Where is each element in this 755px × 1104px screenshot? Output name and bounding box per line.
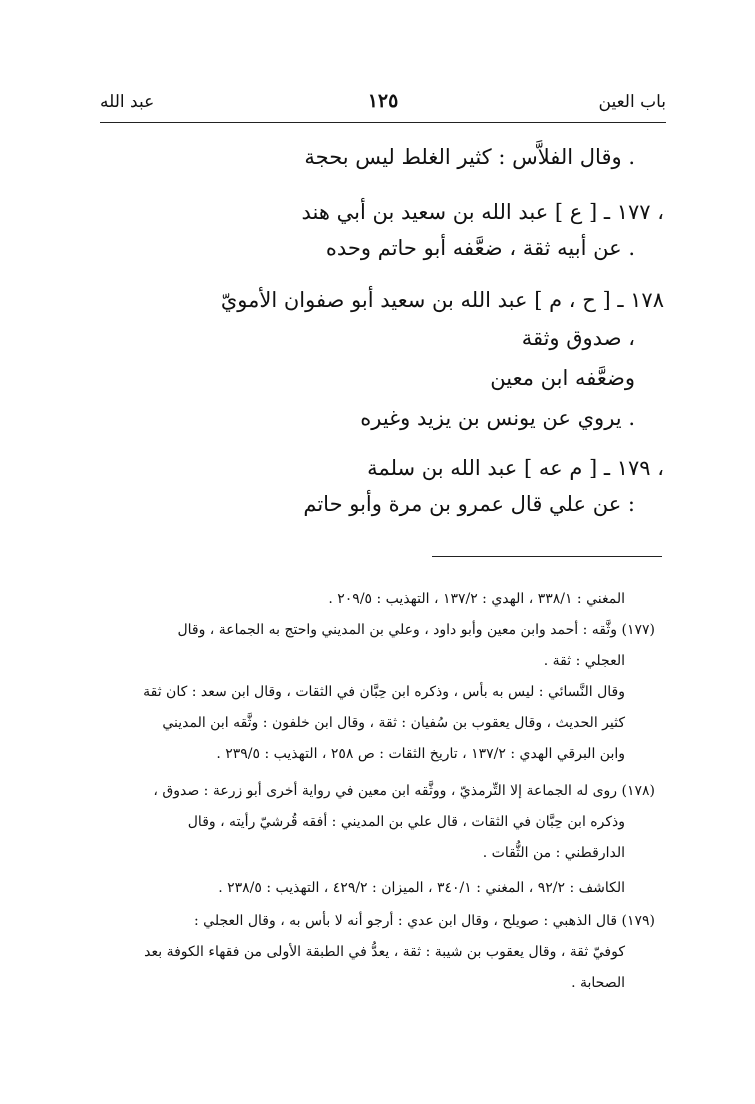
footnote-line: وذكره ابن حِبَّان في الثقات ، قال علي بن المديني : أفقه قُرشيّ رأيته ، وقال [187, 814, 625, 830]
page-number: ١٢٥ [367, 90, 399, 112]
main-text-line: صدوق وثقة ، [521, 326, 635, 350]
footnote-line: المغني : ٣٣٨/١ ، الهدي : ١٣٧/٢ ، التهذيب : ٢٠٩/٥ . [328, 591, 625, 607]
footnote-line: الكاشف : ٩٢/٢ ، المغني : ٣٤٠/١ ، الميزان : ٤٢٩/٢ ، التهذيب : ٢٣٨/٥ . [218, 880, 625, 896]
footnote-line: (١٧٧) وثَّقه : أحمد وابن معين وأبو داود ، وعلي بن المديني واحتج به الجماعة ، وقال [177, 622, 655, 638]
header-divider [100, 122, 666, 123]
page-header [100, 92, 666, 122]
main-text-line: عن أبيه ثقة ، ضعَّفه أبو حاتم وحده . [325, 236, 635, 260]
main-text-line: عن علي قال عمرو بن مرة وأبو حاتم : [303, 492, 635, 516]
footnote-line: كثير الحديث ، وقال يعقوب بن سُفيان : ثقة ، وقال ابن خلفون : وثَّقه ابن المديني [162, 715, 625, 731]
entry-heading-179: ١٧٩ ـ [ م عه ] عبد الله بن سلمة ، [367, 456, 664, 480]
footnote-line: العجلي : ثقة . [543, 653, 625, 669]
header-chapter-title: باب العين [598, 92, 666, 112]
footnote-line: كوفيّ ثقة ، وقال يعقوب بن شيبة : ثقة ، يعدُّ في الطبقة الأولى من فقهاء الكوفة بعد [144, 944, 625, 960]
footnote-line: الصحابة . [571, 975, 625, 991]
footnote-line: الدارقطني : من الثُّقات . [482, 845, 625, 861]
main-text-line: يروي عن يونس بن يزيد وغيره . [360, 406, 635, 430]
footnote-line: (١٧٩) قال الذهبي : صويلح ، وقال ابن عدي : أرجو أنه لا بأس به ، وقال العجلي : [194, 913, 655, 929]
footnote-line: (١٧٨) روى له الجماعة إلا التِّرمذيّ ، ووثَّقه ابن معين في رواية أخرى أبو زرعة : صدوق ، [153, 783, 655, 799]
footnote-divider [432, 556, 662, 557]
footnote-line: وابن البرقي الهدي : ١٣٧/٢ ، تاريخ الثقات : ص ٢٥٨ ، التهذيب : ٢٣٩/٥ . [216, 746, 625, 762]
main-text-line: وضعَّفه ابن معين [490, 366, 635, 390]
entry-heading-178: ١٧٨ ـ [ ح ، م ] عبد الله بن سعيد أبو صفوان الأمويّ [220, 288, 664, 312]
main-text-line: وقال الفلاَّس : كثير الغلط ليس بحجة . [304, 145, 635, 169]
header-section-title: عبد الله [100, 92, 155, 112]
footnote-line: وقال النَّسائي : ليس به بأس ، وذكره ابن حِبَّان في الثقات ، وقال ابن سعد : كان ثقة [143, 684, 625, 700]
entry-heading-177: ١٧٧ ـ [ ع ] عبد الله بن سعيد بن أبي هند ، [301, 200, 664, 224]
